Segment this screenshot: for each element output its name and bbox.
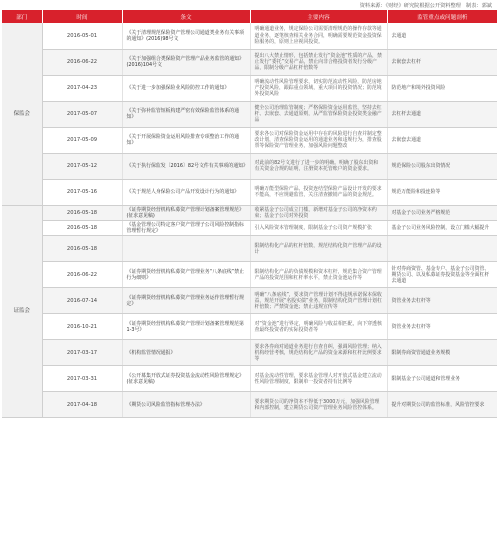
document-cell: 《关于执行保监发〔2016〕82号文件有关事项的通知》 bbox=[122, 153, 250, 179]
department-cell: 证监会 bbox=[2, 205, 42, 418]
content-cell: 引入风险资本管理制度，限制基金子公司资产规模扩张 bbox=[250, 220, 387, 235]
date-cell: 2017-05-07 bbox=[42, 101, 122, 127]
date-cell: 2016-05-18 bbox=[42, 220, 122, 235]
date-cell: 2017-03-31 bbox=[42, 366, 122, 392]
document-cell: 《证券期货经营机构私募资产管理计划备案管理规范》(征求意见稿) bbox=[122, 205, 250, 220]
document-cell: 《证券期货经营机构私募资产管理业务“八条底线”禁止行为细则》 bbox=[122, 262, 250, 288]
content-cell: 对基金流动性管理，要求基金管理人对开放式基金建立流动性风险管理制度，限制单一投资者持有比例等 bbox=[250, 366, 387, 392]
content-cell: 健全公司治理监管制度；严格保险资金运用监管，坚持去杠杆、去嵌套、去通道原则，从严监管保险资金投资类金融产品 bbox=[250, 101, 387, 127]
focus-cell: 限制基金子公司通道和管理业务 bbox=[387, 366, 497, 392]
content-cell: 限制结构化产品的杠杆倍数，规范结构化资产管理产品的设计 bbox=[250, 236, 387, 262]
table-row bbox=[2, 23, 497, 49]
focus-cell: 去杠杆去通道 bbox=[387, 101, 497, 127]
document-cell: 《关于弥补监管短板构建严密有效保险监管体系的通知》 bbox=[122, 101, 250, 127]
focus-cell: 去通道 bbox=[387, 23, 497, 49]
focus-cell: 去嵌套去杠杆 bbox=[387, 49, 497, 75]
date-cell: 2017-05-16 bbox=[42, 179, 122, 205]
header-document: 条文 bbox=[122, 10, 250, 23]
content-cell: 要求期货公司的净资本不得低于3000万元，加强风险管理和内部控制，建立期货公司资产管理业务风险管控体系。 bbox=[250, 392, 387, 418]
focus-cell: 提升对期货公司的监管标准，风险管控要求 bbox=[387, 392, 497, 418]
table-row bbox=[2, 288, 497, 314]
table-row bbox=[2, 49, 497, 75]
table-row bbox=[2, 262, 497, 288]
focus-cell: 防范地产和境外投资风险 bbox=[387, 75, 497, 101]
date-cell: 2017-04-18 bbox=[42, 392, 122, 418]
date-cell: 2016-05-01 bbox=[42, 23, 122, 49]
date-cell: 2016-06-22 bbox=[42, 262, 122, 288]
table-row bbox=[2, 205, 497, 220]
document-cell: 《证券期货经营机构私募资产管理计划备案管理规范第1-3号》 bbox=[122, 314, 250, 340]
focus-cell: 规范万能险和投连险等 bbox=[387, 179, 497, 205]
content-cell: 限制结构化产品的负债规模和资本杠杆，规范集合资产管理产品的投资范围和杠杆率水平，禁止资金池运作等 bbox=[250, 262, 387, 288]
date-cell: 2016-10-21 bbox=[42, 314, 122, 340]
content-cell: 明确流动性风险管理要求，切实防范流动性风险，防范房地产投资风险，跟踪重点领域，重大项目的投资情况；防范境外投资风险 bbox=[250, 75, 387, 101]
content-cell: 明确“八条底线”，要求资产管理计划不得违规承诺保本保收益，规范开展“名股实债”业务，限制结构化资产管理计划杠杆倍数；严禁资金池；禁止违规宣传等 bbox=[250, 288, 387, 314]
document-cell: 《关于规范人身保险公司产品开发设计行为的通知》 bbox=[122, 179, 250, 205]
date-cell: 2017-03-17 bbox=[42, 340, 122, 366]
content-cell: 要求各券商对通道业务进行自查自纠，强调风险管理；纳入机构经营考核，规范结构化产品的资金来源和杠杆比例要求等 bbox=[250, 340, 387, 366]
table-row bbox=[2, 236, 497, 262]
table-header-row bbox=[2, 10, 497, 23]
header-content: 主要内容 bbox=[250, 10, 387, 23]
focus-cell: 去嵌套去通道 bbox=[387, 127, 497, 153]
content-cell: 明确通道业务，规定保险公司需要清理规范的操作存款等通道业务，逐笔核查相关业务合同，明确需要规范资金投资保险服务的，原则上应视同投资。 bbox=[250, 23, 387, 49]
table-row bbox=[2, 75, 497, 101]
focus-cell: 资管业务去杠杆等 bbox=[387, 288, 497, 314]
content-cell: 明确万能型保险产品、投资连结型保险产品设计开发的要求不能高，不应规避监管，关注清查撤销产品的资金规范。 bbox=[250, 179, 387, 205]
focus-cell: 基金子公司业务风险控制，设立门槛大幅提升 bbox=[387, 220, 497, 235]
document-cell: 《期货公司风险监管指标管理办法》 bbox=[122, 392, 250, 418]
document-cell: 《关于进一步加强保险业风险防控工作的通知》 bbox=[122, 75, 250, 101]
date-cell: 2016-05-18 bbox=[42, 205, 122, 220]
header-focus: 监管重点或问题剖析 bbox=[387, 10, 497, 23]
date-cell: 2016-06-22 bbox=[42, 49, 122, 75]
header-department: 部门 bbox=[2, 10, 42, 23]
content-cell: 对“资金池”进行界定，明确风险与收益相匹配，向下穿透核查最终投资者的实际投资者等 bbox=[250, 314, 387, 340]
focus-cell: 规范保险公司股东出资情况 bbox=[387, 153, 497, 179]
source-note: 资料来源：《财经》研究院根据公开资料整理 制表：郭斌 bbox=[359, 3, 492, 9]
table-row bbox=[2, 153, 497, 179]
focus-cell: 资管业务去杠杆等 bbox=[387, 314, 497, 340]
date-cell: 2017-05-12 bbox=[42, 153, 122, 179]
date-cell: 2017-05-09 bbox=[42, 127, 122, 153]
document-cell: 《证券期货经营机构私募资产管理业务运作管理暂行规定》 bbox=[122, 288, 250, 314]
table-body bbox=[2, 23, 497, 418]
regulation-table bbox=[2, 10, 497, 418]
table-row bbox=[2, 101, 497, 127]
document-cell bbox=[122, 236, 250, 262]
content-cell: 要求各公司对保险资金运用中存在的风险进行自查并制定整改计划，清查保险资金运用的通道业务和违规行为，排查股票等保险资产管理业务，加强风险问题整改 bbox=[250, 127, 387, 153]
focus-cell: 限制券商资管通道业务规模 bbox=[387, 340, 497, 366]
table-row bbox=[2, 179, 497, 205]
document-cell: 《基金管理公司特定客户资产管理子公司风险控制指标管理暂行规定》 bbox=[122, 220, 250, 235]
table-row bbox=[2, 314, 497, 340]
department-cell: 保监会 bbox=[2, 23, 42, 205]
focus-cell bbox=[387, 236, 497, 262]
document-cell: 《公开募集开放式证券投资基金流动性风险管理规定》(征求意见稿) bbox=[122, 366, 250, 392]
document-cell: 《关于开展保险资金运用风险排查专项整治工作的通知》 bbox=[122, 127, 250, 153]
focus-cell: 针对券商资管、基金专户、基金子公司资管、期货公司、以及私募证券投资基金等全面杠杆去通道 bbox=[387, 262, 497, 288]
date-cell: 2016-05-18 bbox=[42, 236, 122, 262]
date-cell: 2017-04-23 bbox=[42, 75, 122, 101]
table-row bbox=[2, 220, 497, 235]
document-cell: 《机构监管情况通报》 bbox=[122, 340, 250, 366]
document-cell: 《关于清理规范保险资产管理公司通道类业务有关事项的通知》(2016)98号文 bbox=[122, 23, 250, 49]
table-row bbox=[2, 127, 497, 153]
document-cell: 《关于加强组合类保险资产管理产品业务监管的通知》(2016)104号文 bbox=[122, 49, 250, 75]
content-cell: 提出八大禁止情形，包括禁止发行“资金池”性质的产品，禁止发行“委托”交易产品，禁止向非合格投资者发行分级产品，限制分级产品杠杆倍数等 bbox=[250, 49, 387, 75]
table-row bbox=[2, 392, 497, 418]
content-cell: 对此前的82号文进行了进一步的明确。明确了股东出资和有关资金合规的证明，注册资本托管账户的资金要求。 bbox=[250, 153, 387, 179]
focus-cell: 对基金子公司业务严格规范 bbox=[387, 205, 497, 220]
date-cell: 2016-07-14 bbox=[42, 288, 122, 314]
header-date: 时间 bbox=[42, 10, 122, 23]
table-row bbox=[2, 366, 497, 392]
table-row bbox=[2, 340, 497, 366]
content-cell: 收紧基金子公司成立门槛，新增对基金子公司的净资本约束；基金子公司对外投资 bbox=[250, 205, 387, 220]
